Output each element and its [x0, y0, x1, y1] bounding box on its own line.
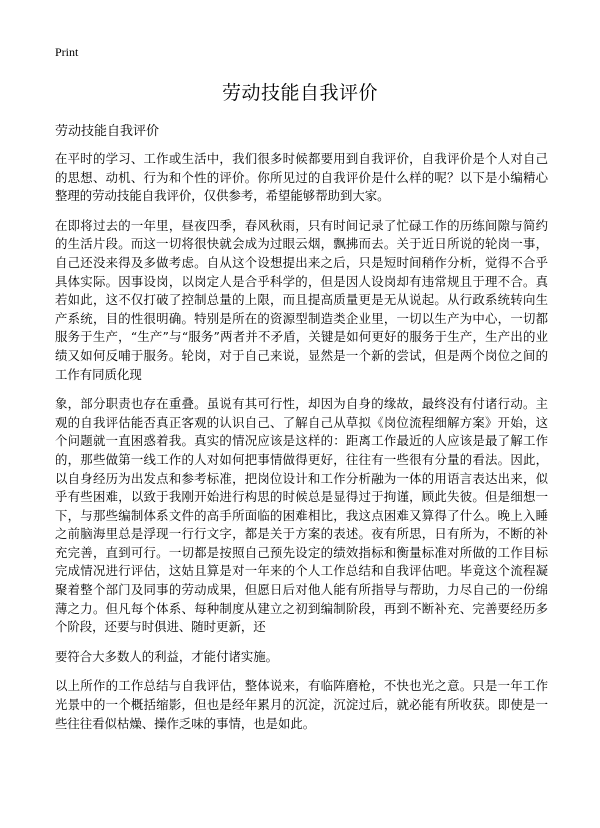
paragraph: 在即将过去的一年里，昼夜四季，春风秋雨，只有时间记录了忙碌工作的历练间隙与简约的生活片段。而这一切将很快就会成为过眼云烟，飘拂而去。关于近日所说的轮岗一事，自己还没来得及多做考虑。自从这个设想提出来之后，只是短时间稍作分析，觉得不合乎具体实际。因事设岗，以岗定人是合乎科学的，但是因人设岗却有违常规且于理不合。真若如此，这不仅打破了控制总量的上限，而且提高质量更是无从说起。从行政系统转向生产系统，目的性很明确。特别是所在的资源型制造类企业里，一切以生产为中心，一切都服务于生产，“生产”与“服务”两者并不矛盾，关键是如何更好的服务于生产，生产出的业绩又如何反哺于服务。轮岗，对于自己来说，显然是一个新的尝试，但是两个岗位之间的工作有同质化现 — [55, 217, 548, 382]
print-link[interactable]: Print — [55, 45, 79, 59]
page-title: 劳动技能自我评价 — [221, 82, 378, 104]
paragraph: 象，部分职责也存在重叠。虽说有其可行性，却因为自身的缘故，最终没有付诸行动。主观的自我评估能否真正客观的认识自己、了解自己从草拟《岗位流程细解方案》开始，这个问题就一直困惑着我。真实的情况应该是这样的：距离工作最近的人应该是最了解工作的，那些做第一线工作的人对如何把事情做得更好，往往有一些很有分量的看法。因此，以自身经历为出发点和参考标准，把岗位设计和工作分析融为一体的用语言表达出来，似乎有些困难，以致于我刚开始进行构思的时候总是显得过于拘谨，顾此失彼。但是细想一下，与那些编制体系文件的高手所面临的困难相比，我这点困难又算得了什么。晚上入睡之前脑海里总是浮现一行行文字，都是关于方案的表述。夜有所思，日有所为，不断的补充完善，直到可行。一切都是按照自己预先设定的绩效指标和衡量标准对所做的工作目标完成情况进行评估，这姑且算是对一年来的个人工作总结和自我评估吧。毕竟这个流程凝聚着整个部门及同事的劳动成果，但愿日后对他人能有所指导与帮助，力尽自己的一份绵薄之力。但凡每个体系、每种制度从建立之初到编制阶段，再到不断补充、完善要经历多个阶段，还要与时俱进、随时更新，还 — [55, 396, 548, 635]
article-body — [55, 150, 548, 744]
article-subtitle: 劳动技能自我评价 — [55, 124, 160, 139]
paragraph: 在平时的学习、工作或生活中，我们很多时候都要用到自我评价，自我评价是个人对自己的思想、动机、行为和个性的评价。你所见过的自我评价是什么样的呢？以下是小编精心整理的劳动技能自我评价，仅供参考，希望能够帮助到大家。 — [55, 151, 548, 204]
paragraph: 以上所作的工作总结与自我评估，整体说来，有临阵磨枪，不快也光之意。只是一年工作光景中的一个概括缩影，但也是经年累月的沉淀，沉淀过后，就必能有所收获。即使是一些往往看似枯燥、操作乏味的事情，也是如此。 — [55, 678, 548, 731]
paragraph: 要符合大多数人的利益，才能付诸实施。 — [55, 648, 279, 664]
